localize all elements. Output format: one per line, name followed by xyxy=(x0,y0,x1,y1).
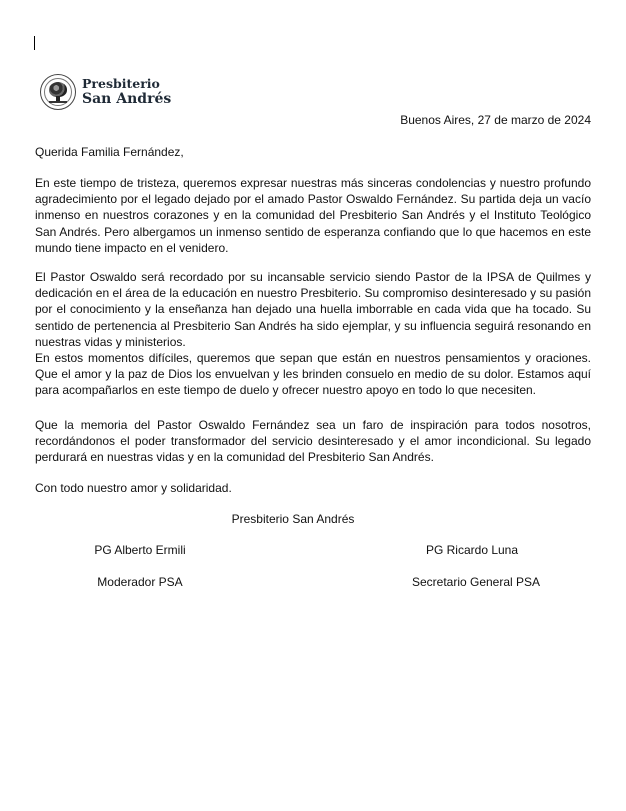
presbiterio-logo xyxy=(40,74,171,110)
logo-wordmark xyxy=(82,78,171,106)
paragraph-1: En este tiempo de tristeza, queremos expresar nuestras más sinceras condolencias y nuestro profundo agradecimiento por el legado dejado por el amado Pastor Oswaldo Fernández. Su partida deja un vacío inmenso en nuestros corazones y en la comunidad del Presbiterio San Andrés y el Instituto Teológico San Andrés. Pero albergamos un inmenso sentido de esperanza confiando que lo que hacemos en este mundo tiene impacto en el venidero. xyxy=(35,176,591,255)
salutation: Querida Familia Fernández, xyxy=(35,145,184,159)
logo-line-2: San Andrés xyxy=(82,90,172,107)
signature-organization: Presbiterio San Andrés xyxy=(231,512,355,526)
signatory-name: PG Ricardo Luna xyxy=(425,543,519,557)
signatory-role: Moderador PSA xyxy=(97,575,183,589)
paragraph-4: Que la memoria del Pastor Oswaldo Fernández sea un faro de inspiración para todos nosotros, recordándonos el poder transformador del servicio desinteresado y el amor incondicional. Su legado perdurará en nuestras vidas y en la comunidad del Presbiterio San Andrés. xyxy=(35,418,591,465)
signatory-name: PG Alberto Ermili xyxy=(94,543,186,557)
signatory-role: Secretario General PSA xyxy=(411,575,541,589)
date-line: Buenos Aires, 27 de marzo de 2024 xyxy=(400,113,591,127)
paragraph-3: En estos momentos difíciles, queremos que sepan que están en nuestros pensamientos y oraciones. Que el amor y la paz de Dios los envuelvan y les brinden consuelo en medio de su dolor. Estamos aquí para acompañarlos en este tiempo de duelo y ofrecer nuestro apoyo en todo lo que necesiten. xyxy=(35,351,591,398)
tree-seal-icon xyxy=(40,74,76,110)
closing-line: Con todo nuestro amor y solidaridad. xyxy=(35,481,232,495)
paragraph-2: El Pastor Oswaldo será recordado por su incansable servicio siendo Pastor de la IPSA de Quilmes y dedicación en el área de la educación en nuestro Presbiterio. Su compromiso desinteresado y su pasión por el conocimiento y la enseñanza han dejado una huella imborrable en cada vida que ha tocado. Su sentido de pertenencia al Presbiterio San Andrés ha sido ejemplar, y su influencia seguirá resonando en nuestras vidas y ministerios. xyxy=(35,270,591,349)
text-cursor xyxy=(34,36,35,50)
logo-line-1: Presbiterio xyxy=(82,76,160,92)
